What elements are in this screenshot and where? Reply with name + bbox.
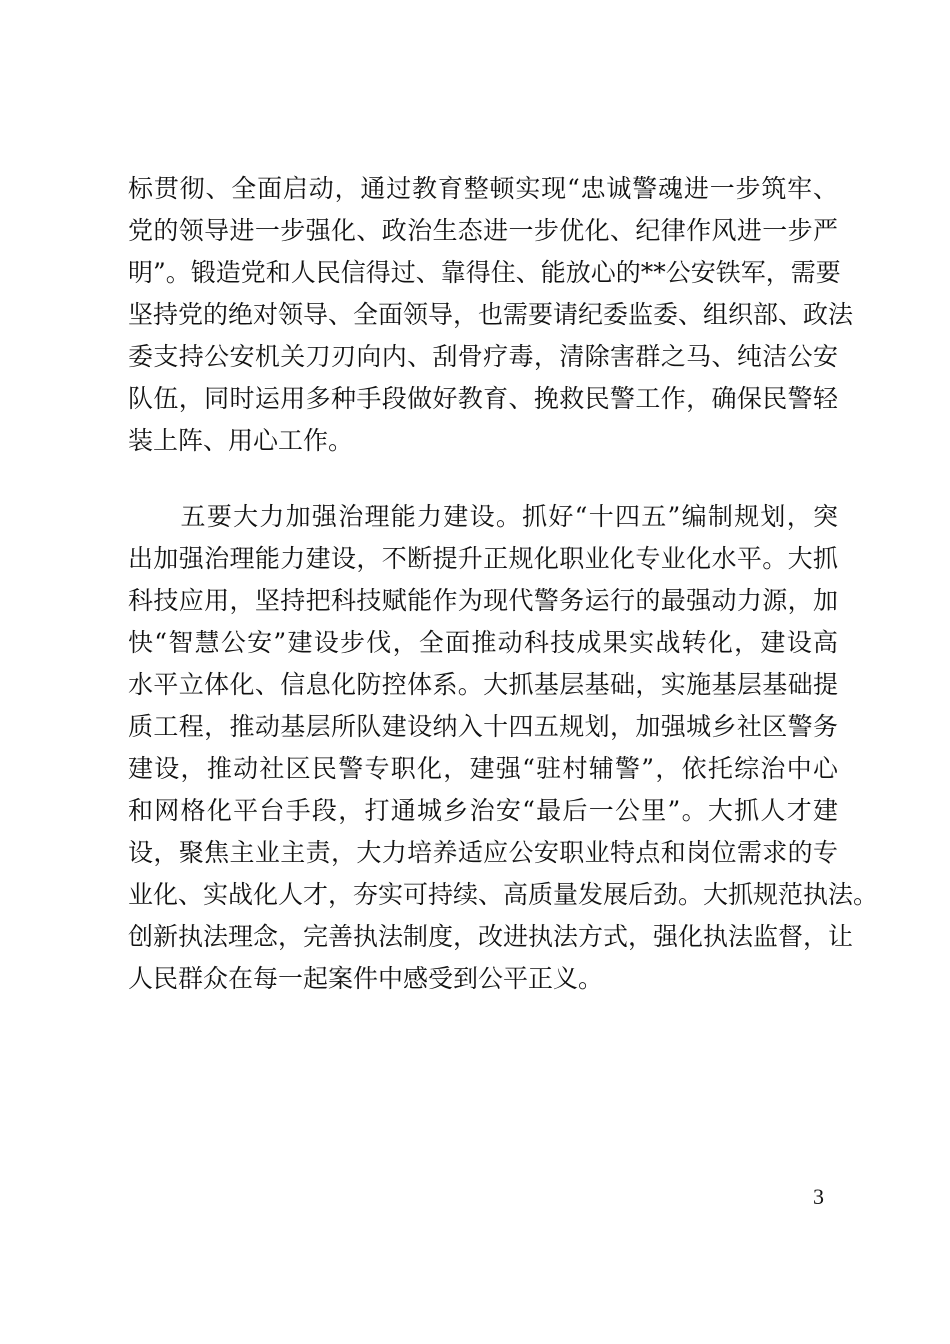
paragraph-2	[128, 496, 879, 1000]
paragraph-1-line: 坚持党的绝对领导、全面领导，也需要请纪委监委、组织部、政法	[128, 300, 854, 329]
paragraph-1-line: 党的领导进一步强化、政治生态进一步优化、纪律作风进一步严	[128, 216, 838, 245]
paragraph-1-line: 装上阵、用心工作。	[128, 426, 354, 455]
paragraph-2-line: 五要大力加强治理能力建设。抓好“十四五”编制规划，突	[128, 502, 838, 531]
paragraph-2-line: 水平立体化、信息化防控体系。大抓基层基础，实施基层基础提	[128, 670, 838, 699]
paragraph-2-line: 建设，推动社区民警专职化，建强“驻村辅警”，依托综治中心	[128, 754, 838, 783]
paragraph-2-line: 设，聚焦主业主责，大力培养适应公安职业特点和岗位需求的专	[128, 838, 838, 867]
paragraph-2-line: 创新执法理念，完善执法制度，改进执法方式，强化执法监督，让	[128, 922, 854, 951]
paragraph-1-line: 明”。锻造党和人民信得过、靠得住、能放心的**公安铁军，需要	[128, 258, 841, 287]
paragraph-1-line: 队伍，同时运用多种手段做好教育、挽救民警工作，确保民警轻	[128, 384, 838, 413]
page-number: 3	[813, 1184, 824, 1209]
paragraph-2-line: 科技应用，坚持把科技赋能作为现代警务运行的最强动力源，加	[128, 586, 838, 615]
paragraph-2-line: 业化、实战化人才，夯实可持续、高质量发展后劲。大抓规范执法。	[128, 880, 879, 909]
paragraph-1-line: 委支持公安机关刀刃向内、刮骨疗毒，清除害群之马、纯洁公安	[128, 342, 838, 371]
paragraph-1-line: 标贯彻、全面启动，通过教育整顿实现“忠诚警魂进一步筑牢、	[128, 174, 838, 203]
paragraph-1	[128, 168, 854, 462]
paragraph-2-line: 质工程，推动基层所队建设纳入十四五规划，加强城乡社区警务	[128, 712, 838, 741]
paragraph-2-line: 和网格化平台手段，打通城乡治安“最后一公里”。大抓人才建	[128, 796, 838, 825]
paragraph-2-line: 快“智慧公安”建设步伐，全面推动科技成果实战转化，建设高	[128, 628, 838, 657]
paragraph-2-line: 人民群众在每一起案件中感受到公平正义。	[128, 964, 604, 993]
paragraph-2-line: 出加强治理能力建设，不断提升正规化职业化专业化水平。大抓	[128, 544, 838, 573]
